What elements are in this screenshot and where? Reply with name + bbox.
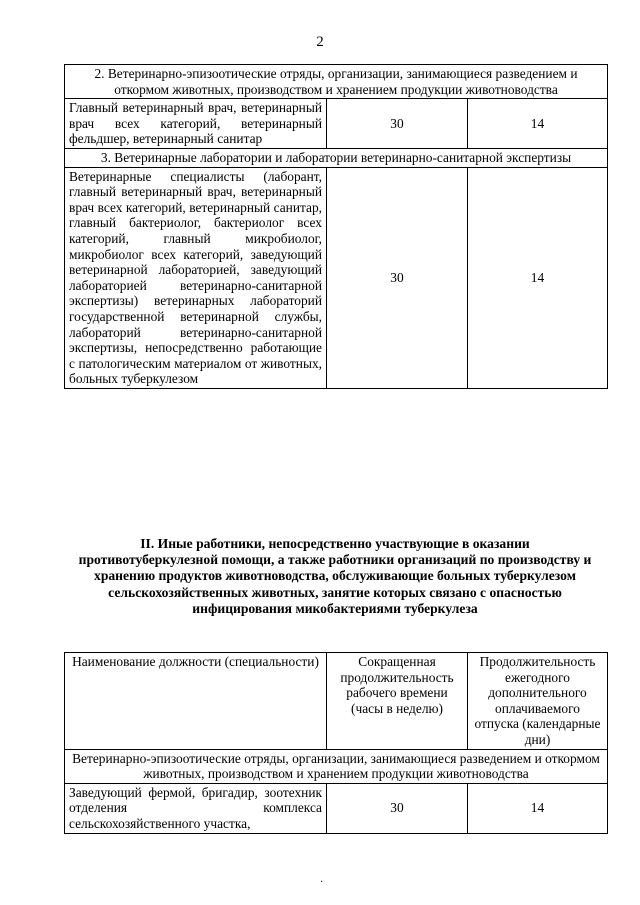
days-cell: 14 — [468, 783, 608, 833]
section-heading: II. Иные работники, непосредственно участвующие в оказании противотуберкулезной помощи, а также работники организаций по производству и хранению продуктов животноводства, обслуживающие больных туберкулезом сельскохозяйственных животных, занятие которых связано с опасностью инфицирования микобактериями туберкулеза — [78, 536, 592, 616]
hours-cell: 30 — [327, 783, 468, 833]
table-row — [65, 167, 608, 388]
table-row — [65, 148, 608, 167]
table-row — [65, 65, 608, 99]
days-cell: 14 — [468, 167, 608, 388]
continued-table — [64, 64, 608, 389]
section-table — [64, 652, 608, 834]
header-days: Продолжительность ежегодного дополнительного оплачиваемого отпуска (календарные дни) — [468, 653, 608, 750]
hours-cell: 30 — [327, 99, 468, 149]
position-cell: Заведующий фермой, бригадир, зоотехник отделения комплекса сельскохозяйственного участка, — [65, 783, 327, 833]
page-number: 2 — [316, 34, 324, 50]
table-row — [65, 749, 608, 783]
days-cell: 14 — [468, 99, 608, 149]
group-title: Ветеринарно-эпизоотические отряды, организации, занимающиеся разведением и откормом животных, производством и хранением продукции животноводства — [65, 749, 608, 783]
hours-cell: 30 — [327, 167, 468, 388]
header-hours: Сокращенная продолжительность рабочего времени (часы в неделю) — [327, 653, 468, 750]
table-header-row — [65, 653, 608, 750]
scan-mark: · — [320, 877, 324, 888]
header-position: Наименование должности (специальности) — [65, 653, 327, 750]
position-cell: Ветеринарные специалисты (лаборант, главный ветеринарный врач, ветеринарный врач всех категорий, ветеринарный санитар, главный бактериолог, бактериолог всех категорий, главный микробиолог, микробиолог всех категорий, заведующий ветеринарной лабораторией, заведующий лабораторией ветеринарно-санитарной экспертизы) ветеринарных лабораторий государственной ветеринарной службы, лабораторий ветеринарно-санитарной экспертизы, непосредственно работающие с патологическим материалом от животных, больных туберкулезом — [65, 167, 327, 388]
group-title: 2. Ветеринарно-эпизоотические отряды, организации, занимающиеся разведением и откормом животных, производством и хранением продукции животноводства — [65, 65, 608, 99]
table-row — [65, 783, 608, 833]
table-row — [65, 99, 608, 149]
group-title: 3. Ветеринарные лаборатории и лаборатории ветеринарно-санитарной экспертизы — [65, 148, 608, 167]
position-cell: Главный ветеринарный врач, ветеринарный врач всех категорий, ветеринарный фельдшер, ветеринарный санитар — [65, 99, 327, 149]
